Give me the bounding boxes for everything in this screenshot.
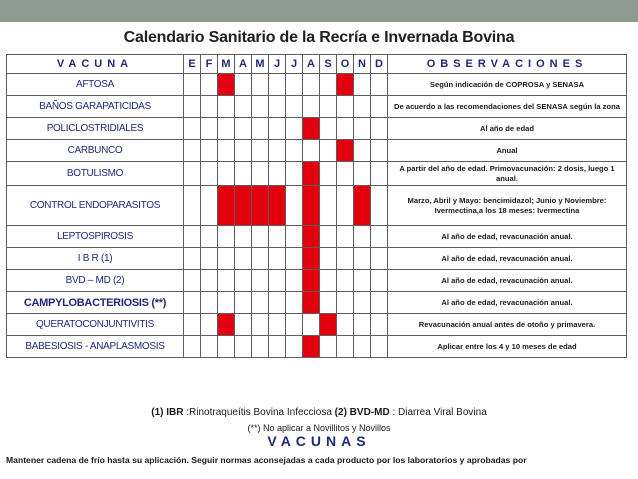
month-cell [235,162,252,186]
month-cell [337,226,354,248]
month-cell-active [218,314,235,336]
note-ibr-label: (1) IBR [151,407,184,418]
month-cell [320,140,337,162]
table-row [7,336,627,358]
month-cell [286,292,303,314]
month-cell [269,314,286,336]
month-cell [269,336,286,358]
note-ibr-text: :Rinotraqueítis Bovina Infecciosa [183,407,335,418]
month-cell [320,96,337,118]
month-cell [218,162,235,186]
table-body [7,74,627,358]
table-row [7,226,627,248]
month-cell [235,314,252,336]
asterisk-note: (**) No aplicar a Novillitos y Novillos [247,423,391,433]
month-cell [286,186,303,226]
month-cell [354,270,371,292]
month-cell [354,74,371,96]
month-cell [252,314,269,336]
month-cell [354,248,371,270]
month-cell [371,118,388,140]
observation: Revacunación anual antes de otoño y primavera. [388,314,627,336]
month-cell [218,336,235,358]
month-cell [201,336,218,358]
observation: Al año de edad, revacunación anual. [388,248,627,270]
header-month: M [218,55,235,74]
observation: Al año de edad, revacunación anual. [388,292,627,314]
month-cell [371,314,388,336]
month-cell [320,270,337,292]
vaccine-name: BVD – MD (2) [7,270,184,292]
month-cell [371,74,388,96]
month-cell [269,118,286,140]
observation: Según indicación de COPROSA y SENASA [388,74,627,96]
month-cell [184,186,201,226]
month-cell [184,292,201,314]
vaccination-calendar-table [6,54,627,358]
month-cell-active [354,186,371,226]
vaccine-name: AFTOSA [7,74,184,96]
month-cell [354,140,371,162]
month-cell [371,162,388,186]
month-cell [371,292,388,314]
month-cell [184,336,201,358]
month-cell [184,118,201,140]
month-cell-active [337,140,354,162]
month-cell [286,336,303,358]
abbreviation-note [0,407,638,418]
month-cell-active [303,270,320,292]
month-cell [184,226,201,248]
vaccine-name: QUERATOCONJUNTIVITIS [7,314,184,336]
month-cell [201,96,218,118]
month-cell [184,96,201,118]
month-cell [354,118,371,140]
month-cell [201,74,218,96]
month-cell [252,292,269,314]
month-cell [218,96,235,118]
month-cell [235,270,252,292]
month-cell [201,140,218,162]
vaccine-name: BOTULISMO [7,162,184,186]
month-cell [320,74,337,96]
month-cell [235,140,252,162]
month-cell [235,226,252,248]
header-month: A [235,55,252,74]
month-cell-active [235,186,252,226]
month-cell [218,140,235,162]
month-cell-active [303,186,320,226]
month-cell-active [218,74,235,96]
month-cell [201,118,218,140]
observation: Al año de edad [388,118,627,140]
month-cell [252,336,269,358]
top-banner [0,0,638,22]
observation: Al año de edad, revacunación anual. [388,226,627,248]
month-cell [286,162,303,186]
vaccine-name: I B R (1) [7,248,184,270]
table-row [7,96,627,118]
header-month: E [184,55,201,74]
month-cell [201,186,218,226]
vaccine-name: LEPTOSPIROSIS [7,226,184,248]
month-cell [201,270,218,292]
month-cell [320,336,337,358]
month-cell [354,292,371,314]
header-month: A [303,55,320,74]
month-cell [201,292,218,314]
vacunas-heading: VACUNAS [267,433,371,449]
table-row [7,270,627,292]
month-cell [269,140,286,162]
month-cell-active [303,292,320,314]
page-title: Calendario Sanitario de la Recría e Invernada Bovina [123,29,515,46]
header-month: F [201,55,218,74]
month-cell [269,74,286,96]
month-cell [269,162,286,186]
month-cell [286,314,303,336]
month-cell [337,162,354,186]
observation: Marzo, Abril y Mayo: bencimidazol; Junio y Noviembre: Ivermectina,a los 18 meses: Ivermectina [388,186,627,226]
month-cell [371,226,388,248]
month-cell [252,140,269,162]
note-bvd-label: (2) BVD-MD [334,407,390,418]
table-row [7,162,627,186]
observation: A partir del año de edad. Primovacunación: 2 dosis, luego 1 anual. [388,162,627,186]
month-cell [235,74,252,96]
month-cell [184,162,201,186]
month-cell-active [320,314,337,336]
note-bvd-text: : Diarrea Viral Bovina [389,407,487,418]
table-row [7,314,627,336]
month-cell [269,270,286,292]
month-cell [269,292,286,314]
month-cell [286,118,303,140]
table-row [7,118,627,140]
month-cell [252,96,269,118]
vaccine-name: CONTROL ENDOPARASITOS [7,186,184,226]
month-cell [371,336,388,358]
month-cell [252,270,269,292]
month-cell-active [303,336,320,358]
month-cell [371,270,388,292]
month-cell [235,96,252,118]
header-month: J [269,55,286,74]
month-cell [184,140,201,162]
month-cell [201,314,218,336]
month-cell [252,162,269,186]
month-cell [269,96,286,118]
month-cell [235,248,252,270]
month-cell-active [303,162,320,186]
month-cell [320,248,337,270]
month-cell [269,248,286,270]
month-cell [218,226,235,248]
month-cell [320,186,337,226]
month-cell [184,270,201,292]
observation: Anual [388,140,627,162]
month-cell [252,226,269,248]
month-cell [201,162,218,186]
header-vacuna: VACUNA [7,55,184,74]
month-cell [286,248,303,270]
month-cell [337,186,354,226]
month-cell [303,314,320,336]
month-cell [201,226,218,248]
table-header-row [7,55,627,74]
month-cell-active [218,186,235,226]
month-cell [201,248,218,270]
month-cell [337,292,354,314]
month-cell [235,336,252,358]
vaccine-name: CARBUNCO [7,140,184,162]
month-cell [218,292,235,314]
header-month: O [337,55,354,74]
footer-text: Mantener cadena de frío hasta su aplicación. Seguir normas aconsejadas a cada producto por los laboratorios y aprobadas por [6,455,527,465]
header-month: N [354,55,371,74]
month-cell-active [303,118,320,140]
month-cell [286,140,303,162]
table-row [7,140,627,162]
vaccine-name: BABESIOSIS - ANAPLASMOSIS [7,336,184,358]
month-cell [371,96,388,118]
observation: Al año de edad, revacunación anual. [388,270,627,292]
month-cell [286,226,303,248]
month-cell-active [337,74,354,96]
month-cell [320,292,337,314]
month-cell [337,270,354,292]
month-cell [303,74,320,96]
month-cell [354,336,371,358]
month-cell-active [252,186,269,226]
month-cell [252,118,269,140]
month-cell [252,248,269,270]
month-cell [354,96,371,118]
month-cell [235,292,252,314]
month-cell [337,336,354,358]
month-cell [252,74,269,96]
month-cell-active [303,226,320,248]
month-cell [286,270,303,292]
month-cell [371,140,388,162]
month-cell [184,248,201,270]
month-cell [218,270,235,292]
month-cell [371,248,388,270]
header-observaciones: OBSERVACIONES [388,55,627,74]
table-row [7,248,627,270]
table-row [7,292,627,314]
table-row [7,74,627,96]
header-month: M [252,55,269,74]
month-cell [320,226,337,248]
month-cell [235,118,252,140]
month-cell-active [269,186,286,226]
observation: Aplicar entre los 4 y 10 meses de edad [388,336,627,358]
month-cell [184,74,201,96]
month-cell [320,118,337,140]
month-cell [286,96,303,118]
header-month: D [371,55,388,74]
month-cell [354,162,371,186]
vaccine-name: CAMPYLOBACTERIOSIS (**) [7,292,184,314]
month-cell [303,96,320,118]
month-cell [371,186,388,226]
month-cell [320,162,337,186]
observation: De acuerdo a las recomendaciones del SENASA según la zona [388,96,627,118]
month-cell [269,226,286,248]
month-cell [218,248,235,270]
header-month: J [286,55,303,74]
vaccine-name: BAÑOS GARAPATICIDAS [7,96,184,118]
month-cell-active [303,248,320,270]
table-row [7,186,627,226]
month-cell [354,226,371,248]
month-cell [286,74,303,96]
month-cell [303,140,320,162]
month-cell [337,248,354,270]
month-cell [337,96,354,118]
month-cell [337,314,354,336]
month-cell [218,118,235,140]
month-cell [354,314,371,336]
vaccine-name: POLICLOSTRIDIALES [7,118,184,140]
month-cell [337,118,354,140]
header-month: S [320,55,337,74]
month-cell [184,314,201,336]
